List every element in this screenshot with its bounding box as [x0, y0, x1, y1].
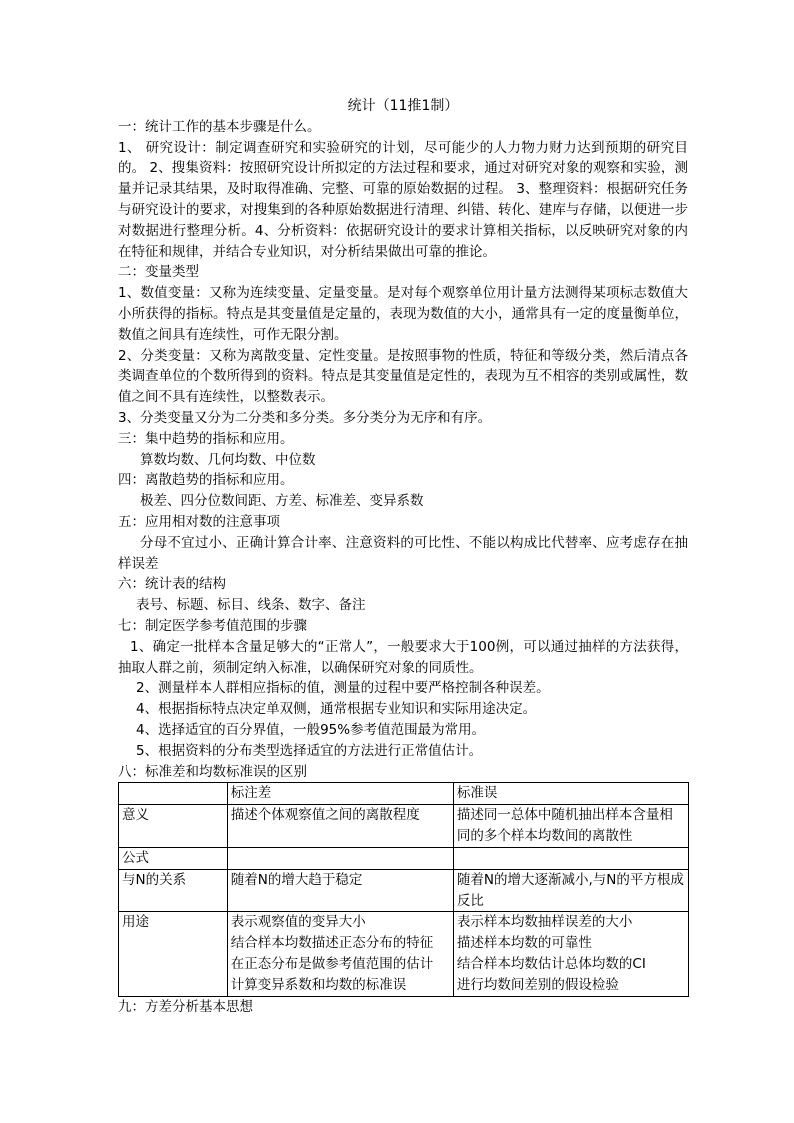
usage-line: 计算变异系数和均数的标准误	[230, 976, 407, 993]
section-4-body: 极差、四分位数间距、方差、标准差、变异系数	[140, 493, 424, 510]
usage-line: 表示样本均数抽样误差的大小	[456, 914, 633, 931]
table-header-cell: 标准误	[453, 783, 688, 805]
table-cell: 随着N的增大趋于稳定	[227, 869, 453, 912]
section-5-body: 分母不宜过小、正确计算合计率、注意资料的可比性、不能以构成比代替率、应考虑存在抽样误差	[118, 534, 688, 572]
comparison-table	[118, 782, 689, 996]
section-7-step-4: 4、选择适宜的百分界值，一般95%参考值范围最为常用。	[136, 721, 486, 738]
table-row-label: 公式	[119, 848, 228, 870]
usage-line: 描述样本均数的可靠性	[456, 935, 592, 952]
table-cell	[453, 848, 688, 870]
table-row	[119, 912, 689, 996]
table-cell	[227, 912, 453, 996]
table-cell	[227, 848, 453, 870]
section-7-step-5: 5、根据资料的分布类型选择适宜的方法进行正常值估计。	[136, 742, 483, 759]
table-header-cell	[119, 783, 228, 805]
section-7-step-3: 4、根据指标特点决定单双侧，通常根据专业知识和实际用途决定。	[136, 701, 537, 718]
section-8-heading: 八：标准差和均数标准误的区别	[118, 763, 307, 780]
table-row-label: 意义	[119, 805, 228, 848]
usage-line: 在正态分布是做参考值范围的估计	[230, 956, 434, 973]
usage-line: 进行均数间差别的假设检验	[456, 976, 619, 993]
section-7-step-1: 1、确定一批样本含量足够大的“正常人”，一般要求大于100例，可以通过抽样的方法获得，抽取人群之前，须制定纳入标准，以确保研究对象的同质性。	[118, 638, 688, 676]
section-7-heading: 七：制定医学参考值范围的步骤	[118, 617, 307, 634]
document-page	[118, 96, 688, 1017]
table-cell: 描述同一总体中随机抽出样本含量相同的多个样本均数间的离散性	[453, 805, 688, 848]
section-6-heading: 六：统计表的结构	[118, 576, 226, 593]
section-9-heading: 九：方差分析基本思想	[118, 998, 253, 1015]
section-3-body: 算数均数、几何均数、中位数	[140, 451, 316, 468]
table-header-row	[119, 783, 689, 805]
section-2-heading: 二：变量类型	[118, 264, 199, 281]
table-row	[119, 869, 689, 912]
section-7-step-2: 2、测量样本人群相应指标的值，测量的过程中要严格控制各种误差。	[136, 680, 550, 697]
table-cell	[453, 912, 688, 996]
usage-line: 结合样本均数描述正态分布的特征	[230, 935, 434, 952]
table-cell: 描述个体观察值之间的离散程度	[227, 805, 453, 848]
section-3-heading: 三：集中趋势的指标和应用。	[118, 430, 294, 447]
table-header-cell: 标注差	[227, 783, 453, 805]
table-cell: 随着N的增大逐渐减小,与N的平方根成反比	[453, 869, 688, 912]
section-1-heading: 一：统计工作的基本步骤是什么。	[118, 118, 321, 135]
section-5-heading: 五：应用相对数的注意事项	[118, 513, 280, 530]
table-row-label: 与N的关系	[119, 869, 228, 912]
usage-line: 结合样本均数估计总体均数的CI	[456, 956, 646, 973]
section-2-paragraph-3: 3、分类变量又分为二分类和多分类。多分类分为无序和有序。	[118, 409, 492, 426]
usage-line: 表示观察值的变异大小	[230, 914, 366, 931]
table-row-label: 用途	[119, 912, 228, 996]
table-row	[119, 848, 689, 870]
section-6-body: 表号、标题、标目、线条、数字、备注	[136, 597, 366, 614]
section-2-paragraph-1: 1、数值变量：又称为连续变量、定量变量。是对每个观察单位用计量方法测得某项标志数值大小所获得的指标。特点是其变量值是定量的，表现为数值的大小，通常具有一定的度量衡单位，数值之间具有连续性，可作无限分割。	[118, 285, 688, 343]
document-title: 统计（11推1制）	[347, 98, 459, 114]
table-row	[119, 805, 689, 848]
section-4-heading: 四：离散趋势的指标和应用。	[118, 472, 294, 489]
section-2-paragraph-2: 2、分类变量：又称为离散变量、定性变量。是按照事物的性质，特征和等级分类，然后清点各类调查单位的个数所得到的资料。特点是其变量值是定性的，表现为互不相容的类别或属性，数值之间不具有连续性，以整数表示。	[118, 347, 688, 406]
section-1-body: 1、 研究设计：制定调查研究和实验研究的计划，尽可能少的人力物力财力达到预期的研究目的。 2、搜集资料：按照研究设计所拟定的方法过程和要求，通过对研究对象的观察和实验，测量并记录其结果，及时取得准确、完整、可靠的原始数据的过程。 3、整理资料：根据研究任务与研究设计的要求，对搜集到的各种原始数据进行清理、纠错、转化、建库与存储，以便进一步对数据进行整理分析。4、分析资料：依据研究设计的要求计算相关指标，以反映研究对象的内在特征和规律，并结合专业知识，对分析结果做出可靠的推论。	[118, 139, 688, 260]
